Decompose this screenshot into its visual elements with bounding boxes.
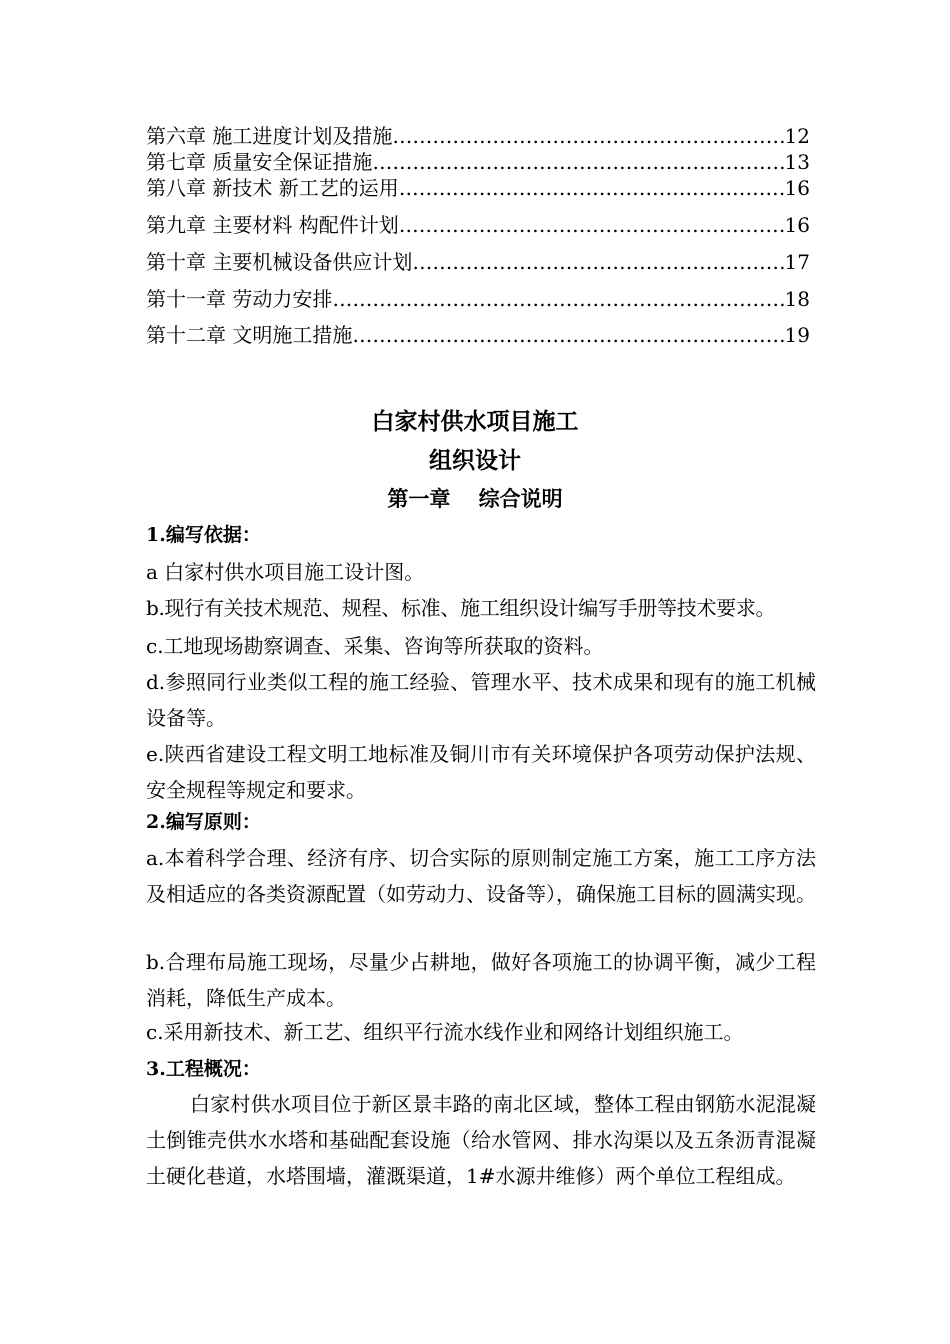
toc-entry-page: 19 [784, 323, 810, 347]
toc-entry [146, 124, 810, 148]
section-heading: 3.工程概况： [146, 1058, 261, 1080]
list-item: d.参照同行业类似工程的施工经验、管理水平、技术成果和现有的施工机械设备等。 [146, 670, 816, 730]
toc-entry [146, 176, 810, 200]
list-item: a 白家村供水项目施工设计图。 [146, 560, 425, 584]
document-title: 白家村供水项目施工 [371, 408, 579, 435]
toc-entry [146, 150, 810, 174]
document-subtitle: 组织设计 [429, 447, 521, 474]
toc-entry-title: 第九章 主要材料 构配件计划 [146, 213, 399, 237]
body-paragraph: 白家村供水项目位于新区景丰路的南北区域，整体工程由钢筋水泥混凝土倒锥壳供水水塔和基础配套设施（给水管网、排水沟渠以及五条沥青混凝土硬化巷道，水塔围墙，灌溉渠道，1#水源井维修）两个单位工程组成。 [146, 1092, 816, 1188]
list-item: c.工地现场勘察调查、采集、咨询等所获取的资料。 [146, 634, 604, 658]
toc-entry [146, 250, 810, 274]
chapter-title: 第一章 综合说明 [387, 486, 563, 511]
toc-entry-title: 第十一章 劳动力安排 [146, 287, 333, 311]
toc-entry-page: 18 [784, 287, 810, 311]
toc-entry [146, 323, 810, 347]
list-item: b.现行有关技术规范、规程、标准、施工组织设计编写手册等技术要求。 [146, 596, 776, 620]
toc-leader-dots [412, 250, 784, 274]
list-item: e.陕西省建设工程文明工地标准及铜川市有关环境保护各项劳动保护法规、安全规程等规定和要求。 [146, 742, 816, 802]
toc-entry-page: 17 [784, 250, 810, 274]
section-heading: 1.编写依据： [146, 524, 261, 546]
toc-leader-dots [399, 176, 785, 200]
toc-entry-title: 第十章 主要机械设备供应计划 [146, 250, 413, 274]
toc-entry [146, 287, 810, 311]
list-item: b.合理布局施工现场，尽量少占耕地，做好各项施工的协调平衡，减少工程消耗，降低生产成本。 [146, 950, 816, 1010]
list-item: a.本着科学合理、经济有序、切合实际的原则制定施工方案，施工工序方法及相适应的各类资源配置（如劳动力、设备等），确保施工目标的圆满实现。 [146, 846, 816, 906]
toc-entry-page: 16 [784, 213, 810, 237]
list-item: c.采用新技术、新工艺、组织平行流水线作业和网络计划组织施工。 [146, 1020, 744, 1044]
toc-entry [146, 213, 810, 237]
toc-entry-title: 第八章 新技术 新工艺的运用 [146, 176, 399, 200]
toc-entry-title: 第六章 施工进度计划及措施 [146, 124, 393, 148]
section-heading: 2.编写原则： [146, 811, 261, 833]
toc-leader-dots [392, 124, 784, 148]
toc-leader-dots [399, 213, 785, 237]
toc-entry-title: 第十二章 文明施工措施 [146, 323, 353, 347]
toc-leader-dots [352, 323, 784, 347]
toc-entry-page: 12 [784, 124, 810, 148]
toc-entry-page: 13 [784, 150, 810, 174]
toc-entry-title: 第七章 质量安全保证措施 [146, 150, 373, 174]
toc-leader-dots [332, 287, 784, 311]
toc-leader-dots [372, 150, 784, 174]
toc-entry-page: 16 [784, 176, 810, 200]
